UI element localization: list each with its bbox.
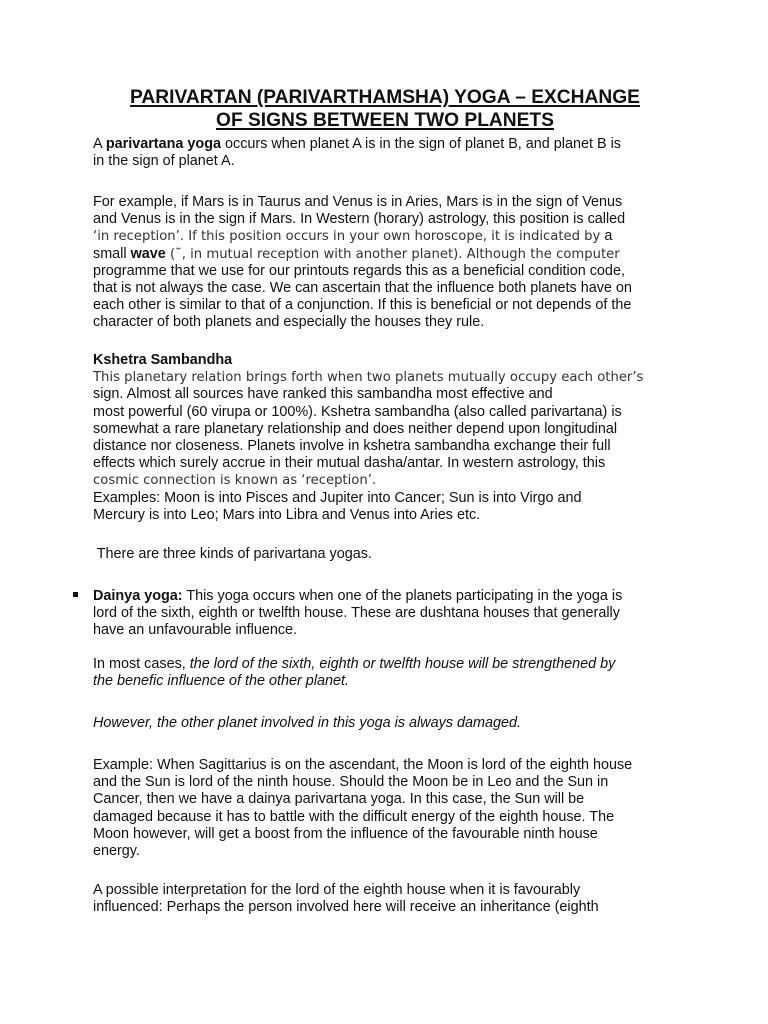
text-line: Cancer, then we have a dainya parivartana yoga. In this case, the Sun will be: [93, 791, 585, 808]
text-line: character of both planets and especially the houses they rule.: [93, 314, 485, 331]
text-line: small wave (˜, in mutual reception with another planet). Although the computer: [93, 245, 620, 262]
example-paragraph: [93, 194, 683, 332]
title-line-1: PARIVARTAN (PARIVARTHAMSHA) YOGA – EXCHANGE: [130, 87, 640, 108]
text-line: For example, if Mars is in Taurus and Venus is in Aries, Mars is in the sign of Venus: [93, 194, 623, 210]
title-line-2: OF SIGNS BETWEEN TWO PLANETS: [216, 110, 554, 131]
intro-paragraph: [93, 136, 683, 170]
text-line: that is not always the case. We can ascertain that the influence both planets have on: [93, 280, 632, 297]
dainya-paragraph: [93, 588, 683, 640]
text-line: influenced: Perhaps the person involved here will receive an inheritance (eighth: [93, 899, 599, 916]
text-line: Examples: Moon is into Pisces and Jupiter into Cancer; Sun is into Virgo and: [93, 489, 582, 506]
text-line: and Venus is in the sign if Mars. In Western (horary) astrology, this position is called: [93, 211, 626, 228]
text-line: However, the other planet involved in this yoga is always damaged.: [93, 715, 521, 731]
text-line: Dainya yoga: This yoga occurs when one of the planets participating in the yoga is: [93, 588, 623, 604]
most-cases-paragraph: [93, 656, 683, 690]
text-line: the benefic influence of the other planet.: [93, 673, 350, 690]
dainya-example-paragraph: [93, 757, 683, 860]
page-title: [90, 86, 680, 132]
however-paragraph: [93, 715, 683, 732]
intro-line-1: A parivartana yoga occurs when planet A is in the sign of planet B, and planet B is: [93, 136, 621, 152]
text-line: This planetary relation brings forth when two planets mutually occupy each other’s: [93, 370, 644, 386]
text-line: Example: When Sagittarius is on the ascendant, the Moon is lord of the eighth house: [93, 757, 633, 773]
text-line: sign. Almost all sources have ranked this sambandha most effective and: [93, 386, 553, 403]
intro-line-2: in the sign of planet A.: [93, 153, 235, 170]
text-line: distance nor closeness. Planets involve in kshetra sambandha exchange their full: [93, 438, 611, 455]
text-line: effects which surely accrue in their mutual dasha/antar. In western astrology, this: [93, 455, 606, 472]
text-line: programme that we use for our printouts regards this as a beneficial condition code,: [93, 262, 625, 279]
text-line: each other is similar to that of a conjunction. If this is beneficial or not depends of the: [93, 297, 632, 314]
text-line: and the Sun is lord of the ninth house. Should the Moon be in Leo and the Sun in: [93, 774, 609, 791]
text-line: Mercury is into Leo; Mars into Libra and Venus into Aries etc.: [93, 506, 481, 523]
interpretation-paragraph: [93, 882, 683, 916]
three-kinds-line: [93, 546, 683, 563]
text-line: There are three kinds of parivartana yogas.: [93, 546, 372, 562]
text-line: most powerful (60 virupa or 100%). Kshetra sambandha (also called parivartana) is: [93, 403, 622, 420]
bullet-icon: [73, 592, 78, 597]
text-line: A possible interpretation for the lord of the eighth house when it is favourably: [93, 882, 581, 898]
kshetra-heading: Kshetra Sambandha: [93, 352, 233, 368]
kshetra-section: [93, 352, 683, 524]
text-line: In most cases, the lord of the sixth, eighth or twelfth house will be strengthened by: [93, 656, 616, 672]
text-line: ‘in reception’. If this position occurs in your own horoscope, it is indicated by a: [93, 228, 613, 245]
text-line: have an unfavourable influence.: [93, 622, 298, 639]
text-line: Moon however, will get a boost from the influence of the favourable ninth house: [93, 825, 598, 842]
text-line: cosmic connection is known as ‘reception’.: [93, 473, 377, 489]
text-line: lord of the sixth, eighth or twelfth house. These are dushtana houses that generally: [93, 605, 620, 622]
text-line: energy.: [93, 843, 140, 860]
text-line: damaged because it has to battle with the difficult energy of the eighth house. The: [93, 808, 615, 825]
text-line: somewhat a rare planetary relationship and does neither depend upon longitudinal: [93, 420, 618, 437]
